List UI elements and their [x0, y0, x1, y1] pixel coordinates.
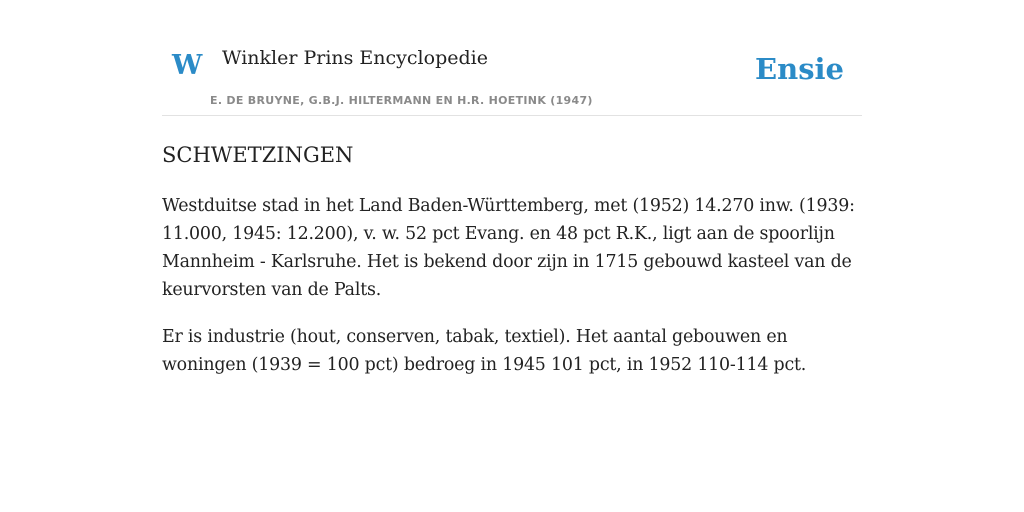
article-page	[162, 0, 862, 375]
source-authors: E. DE BRUYNE, G.B.J. HILTERMANN EN H.R. HOETINK (1947)	[210, 94, 593, 107]
source-header	[162, 0, 862, 116]
entry-paragraph: Er is industrie (hout, conserven, tabak, textiel). Het aantal gebouwen en woningen (1939 = 100 pct) bedroeg in 1945 101 pct, in 1952 110-114 pct.	[162, 327, 807, 375]
entry-paragraph: Westduitse stad in het Land Baden-Württemberg, met (1952) 14.270 inw. (1939: 11.000, 1945: 12.200), v. w. 52 pct Evang. en 48 pct R.K., ligt aan de spoorlijn Mannheim - Karlsruhe. Het is bekend door zijn in 1715 gebouwd kasteel van de keurvorsten van de Palts.	[162, 196, 855, 300]
entry-title: SCHWETZINGEN	[162, 143, 354, 167]
brand-logo-link[interactable]: Ensie	[755, 52, 844, 86]
source-logo[interactable]: W	[172, 50, 203, 81]
source-title[interactable]: Winkler Prins Encyclopedie	[222, 47, 488, 69]
entry-body	[162, 192, 862, 398]
